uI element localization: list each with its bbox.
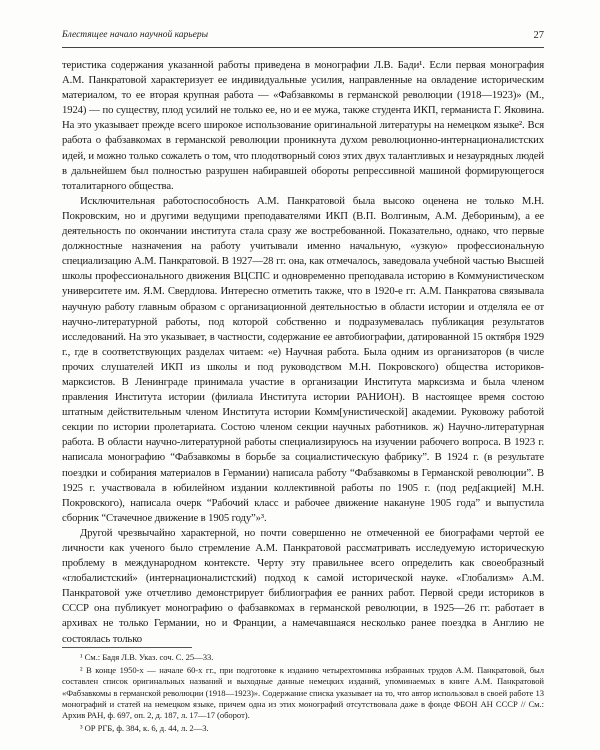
running-title: Блестящее начало научной карьеры (62, 30, 209, 40)
body-text (62, 58, 544, 647)
page-number: 27 (533, 30, 544, 41)
footnotes (62, 652, 544, 736)
footnote: ³ ОР РГБ, ф. 384, к. 6, д. 44, л. 2—3. (80, 723, 209, 734)
header-rule (62, 47, 544, 48)
paragraph: Другой чрезвычайно характерной, но почти совершенно не отмеченной ее биографами чертой ее личности как ученого было стремление А.М. Панкратовой рассматривать исследуемую историческую проблему в международном контексте. Черту эту правильнее всего определить как своеобразный «глобалистский» (интернационалистский) подход к самой исторической науке. «Глобализм» А.М. Панкратовой уже отчетливо демонстрирует библиография ее ранних работ. Первой среди историков в СССР она публикует монографию о фабзавкомах в германской революции, в 1925—26 гг. работает в архивах не только Германии, но и Франции, а намечавшаяся несколько ранее поездка в Англию не состоялась только (62, 526, 544, 645)
footnote-rule (62, 647, 192, 648)
paragraph: теристика содержания указанной работы приведена в монографии Л.В. Бади¹. Если первая монография А.М. Панкратовой характеризует ее индивидуальные усилия, направленные на овладение историческим материалом, то ее вторая крупная работа — «Фабзавкомы в германской революции (1918—1923)» (М., 1924) — по существу, плод усилий не только ее, но и ее мужа, также студента ИКП, германиста Г. Яковина. На это указывает прежде всего широкое использование оригинальной литературы на немецком языке². Вся работа о фабзавкомах в германской революции проникнута духом революционно-интернационалистских идей, и можно только сожалеть о том, что плодотворный союз этих двух талантливых и незаурядных людей в дальнейшем был полностью разрушен набиравшей обороты репрессивной машиной формирующегося тоталитарного общества. (62, 59, 544, 192)
footnote: ¹ См.: Бадя Л.В. Указ. соч. С. 25—33. (80, 652, 214, 662)
paragraph: Исключительная работоспособность А.М. Панкратовой была высоко оценена не только М.Н. Покровским, но и другими ведущими преподавателями ИКП (В.П. Волгиным, А.М. Дебориным), а ее деятельность по окончании института стала сразу же востребованной. Показательно, однако, что первые должностные назначения на работу учитывали именно начальную, «узкую» профессиональную специализацию А.М. Панкратовой. В 1927—28 гг. она, как отмечалось, заведовала учебной частью Высшей школы профессионального движения ВЦСПС и одновременно преподавала историю в Коммунистическом университете им. Я.М. Свердлова. Интересно отметить также, что в 1920-е гг. А.М. Панкратова связывала научную работу главным образом с организационной деятельностью в области истории и отделяла ее от научно-литературной работы, под которой собственно и подразумевалась публикация результатов исследований. На это указывает, в частности, содержание ее автобиографии, датированной 15 октября 1929 г., где в соответствующих разделах читаем: «е) Научная работа. Была одним из организаторов (в числе прочих слушателей ИКП из школы и под руководством М.Н. Покровского) общества историков-марксистов. В Ленинграде принимала участие в организации Института марксизма и была членом правления Института истории (филиала Института истории РАНИОН). В настоящее время состою штатным действительным членом Института истории Комм[унистической] академии. Руковожу работой секции по истории пролетариата. Состою членом секции научных работников. ж) Научно-литературная работа. В области научно-литературной работы специализируюсь на изучении рабочего вопроса. В 1923 г. написала монографию “Фабзавкомы в борьбе за социалистическую фабрику”. В 1924 г. (в результате поездки и собирания материалов в Германии) написала работу “Фабзавкомы в Германской революции”. В 1925 г. участвовала в юбилейном издании коллективной работы по 1905 г. (под ред[акцией] М.Н. Покровского), написала очерк “Рабочий класс и рабочее движение накануне 1905 года” и выпустила сборник “Стачечное движение в 1905 году”»³. (62, 194, 544, 524)
footnote: ² В конце 1950-х — начале 60-х гг., при подготовке к изданию четырехтомника избранных трудов А.М. Панкратовой, был составлен список оригинальных названий и выходные данные немецких изданий, упоминаемых в книге А.М. Панкратовой «Фабзавкомы в германской революции (1918—1923)». Содержание списка указывает на то, что автор использовал в своей работе 13 монографий и статей на немецком языке, причем одна из этих монографий отсутствовала даже в фонде ФБОН АН СССР // См.: Архив РАН, ф. 697, оп. 2, д. 187, л. 17—17 (оборот). (62, 665, 544, 721)
